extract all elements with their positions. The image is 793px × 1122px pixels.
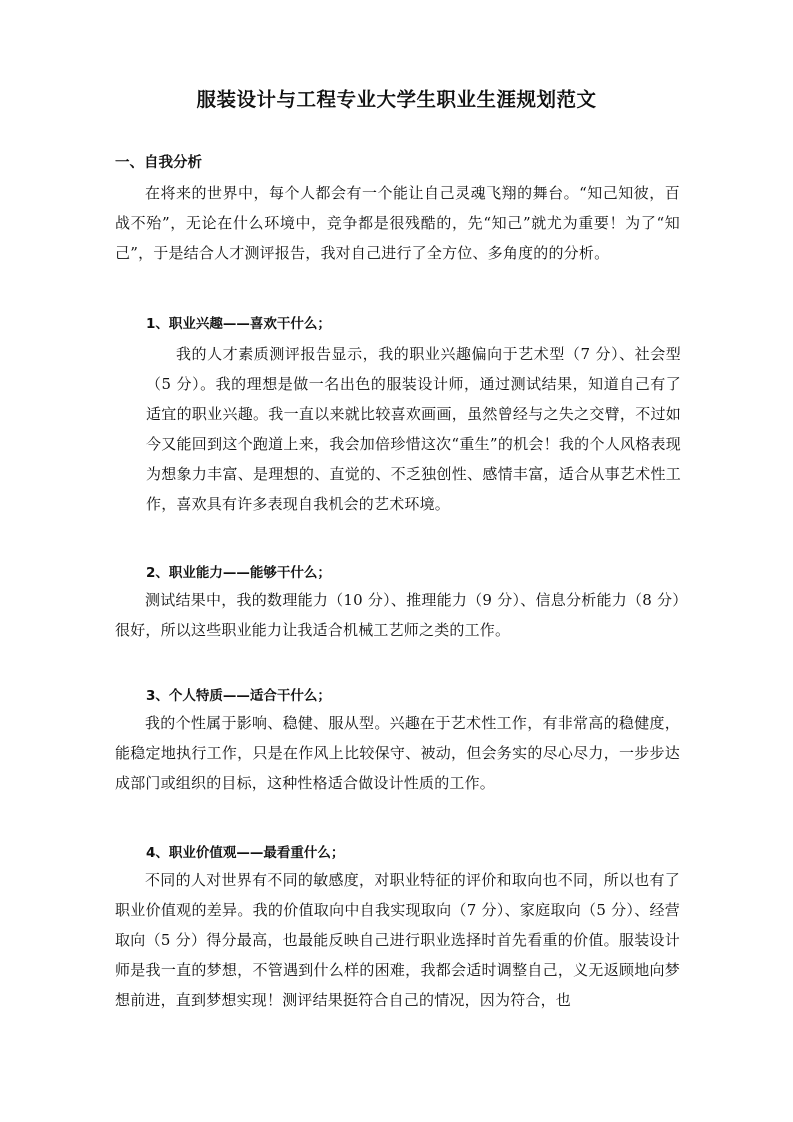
personal-traits-paragraph: 我的个性属于影响、稳健、服从型。兴趣在于艺术性工作，有非常高的稳健度，能稳定地执行工作，只是在作风上比较保守、被动，但会务实的尽心尽力，一步步达成部门或组织的目标，这种性格适合做设计性质的工作。 — [115, 714, 680, 792]
subheading-personal-traits: 3、个人特质——适合干什么； — [146, 688, 331, 704]
intro-paragraph: 在将来的世界中，每个人都会有一个能让自己灵魂飞翔的舞台。“知己知彼，百战不殆”，无论在什么环境中，竞争都是很残酷的，先“知己”就尤为重要！为了“知己”，于是结合人才测评报告，我对自己进行了全方位、多角度的的分析。 — [115, 184, 680, 262]
subheading-career-ability: 2、职业能力——能够干什么； — [146, 565, 331, 581]
career-ability-paragraph: 测试结果中，我的数理能力（10 分）、推理能力（9 分）、信息分析能力（8 分）很好，所以这些职业能力让我适合机械工艺师之类的工作。 — [115, 591, 680, 639]
document-title: 服装设计与工程专业大学生职业生涯规划范文 — [196, 88, 597, 111]
career-values-paragraph: 不同的人对世界有不同的敏感度，对职业特征的评价和取向也不同，所以也有了职业价值观的差异。我的价值取向中自我实现取向（7 分）、家庭取向（5 分）、经营取向（5 分）得分最高，也最能反映自己进行职业选择时首先看重的价值。服装设计师是我一直的梦想，不管遇到什么样的困难，我都会适时调整自己，义无返顾地向梦想前进，直到梦想实现！测评结果挺符合自己的情况，因为符合，也 — [115, 871, 680, 1009]
subheading-career-values: 4、职业价值观——最看重什么； — [146, 845, 345, 861]
career-interest-paragraph: 我的人才素质测评报告显示，我的职业兴趣偏向于艺术型（7 分）、社会型（5 分）。我的理想是做一名出色的服装设计师，通过测试结果，知道自己有了适宜的职业兴趣。我一直以来就比较喜欢画画，虽然曾经与之失之交臂，不过如今又能回到这个跑道上来，我会加倍珍惜这次“重生”的机会！我的个人风格表现为想象力丰富、是理想的、直觉的、不乏独创性、感情丰富，适合从事艺术性工作，喜欢具有许多表现自我机会的艺术环境。 — [146, 345, 681, 513]
section-heading-self-analysis: 一、自我分析 — [115, 155, 202, 171]
subheading-career-interest: 1、职业兴趣——喜欢干什么； — [146, 316, 331, 332]
